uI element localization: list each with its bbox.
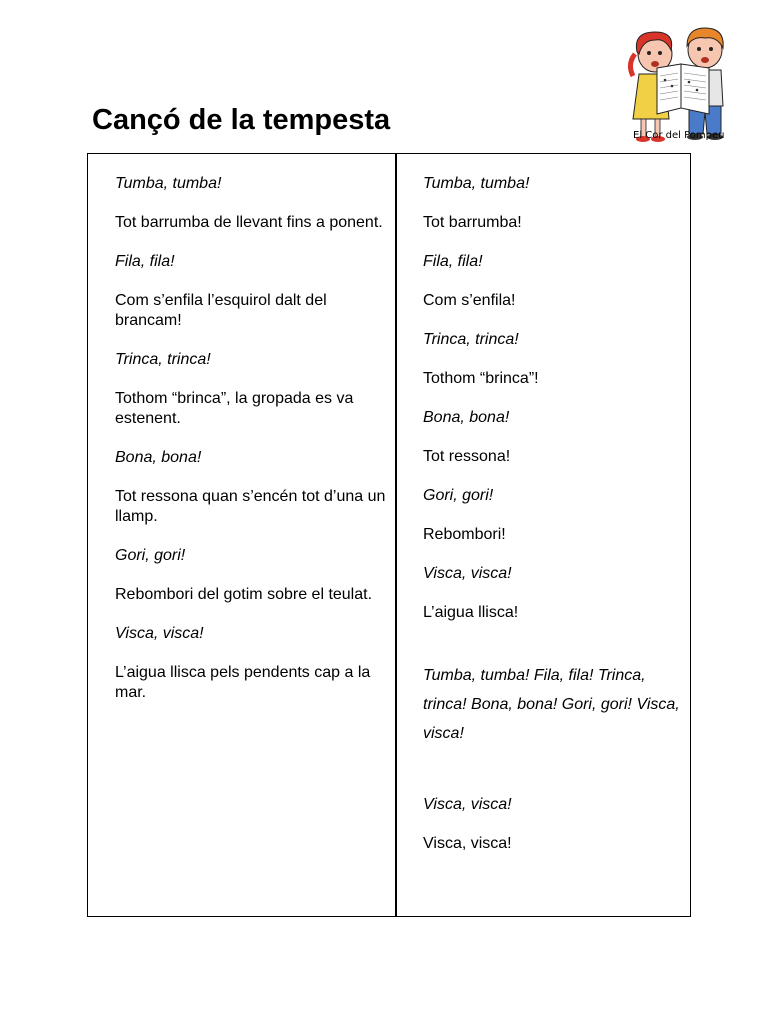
lyric-line: Trinca, trinca!: [115, 351, 211, 368]
lyric-line: Tot barrumba de llevant fins a ponent.: [115, 214, 383, 231]
lyric-line: Rebombori!: [423, 526, 506, 543]
choir-kids-logo: [625, 24, 737, 146]
lyric-line: Visca, visca!: [423, 796, 512, 813]
lyric-line: Tot barrumba!: [423, 214, 522, 231]
lyric-line: Gori, gori!: [423, 487, 494, 504]
lyric-line: Tumba, tumba!: [423, 175, 530, 192]
lyric-line: Bona, bona!: [115, 449, 202, 466]
lyric-line: Bona, bona!: [423, 409, 510, 426]
lyric-line: Rebombori del gotim sobre el teulat.: [115, 586, 373, 603]
lyric-line: Tot ressona quan s’encén tot d’una un llamp.: [115, 488, 386, 525]
lyric-line: Visca, visca!: [115, 625, 204, 642]
lyric-line: Com s’enfila!: [423, 292, 516, 309]
lyric-line: Visca, visca!: [423, 565, 512, 582]
lyric-line: Trinca, trinca!: [423, 331, 519, 348]
lyrics-table: [87, 153, 691, 917]
medley-lines: Tumba, tumba! Fila, fila! Trinca, trinca! Bona, bona! Gori, gori! Visca, visca!: [423, 667, 680, 742]
lyric-line: Tothom “brinca”!: [423, 370, 539, 387]
right-lyrics-column: [423, 174, 685, 873]
lyric-line: L’aigua llisca!: [423, 604, 519, 621]
lyric-line: Tot ressona!: [423, 448, 511, 465]
logo-caption: El Cor del Pompeu: [633, 130, 725, 141]
lyric-line: Com s’enfila l’esquirol dalt del brancam!: [115, 292, 327, 329]
left-lyrics-column: [115, 174, 390, 722]
column-divider: [395, 154, 397, 916]
lyric-line: Fila, fila!: [423, 253, 483, 270]
lyric-line: Fila, fila!: [115, 253, 175, 270]
lyric-line: Gori, gori!: [115, 547, 186, 564]
page-title: Cançó de la tempesta: [92, 104, 391, 136]
lyric-line: Tumba, tumba!: [115, 175, 222, 192]
lyric-line: Visca, visca!: [423, 835, 512, 852]
lyric-line: Tothom “brinca”, la gropada es va estenent.: [115, 390, 354, 427]
lyric-line: L’aigua llisca pels pendents cap a la mar.: [115, 664, 371, 701]
